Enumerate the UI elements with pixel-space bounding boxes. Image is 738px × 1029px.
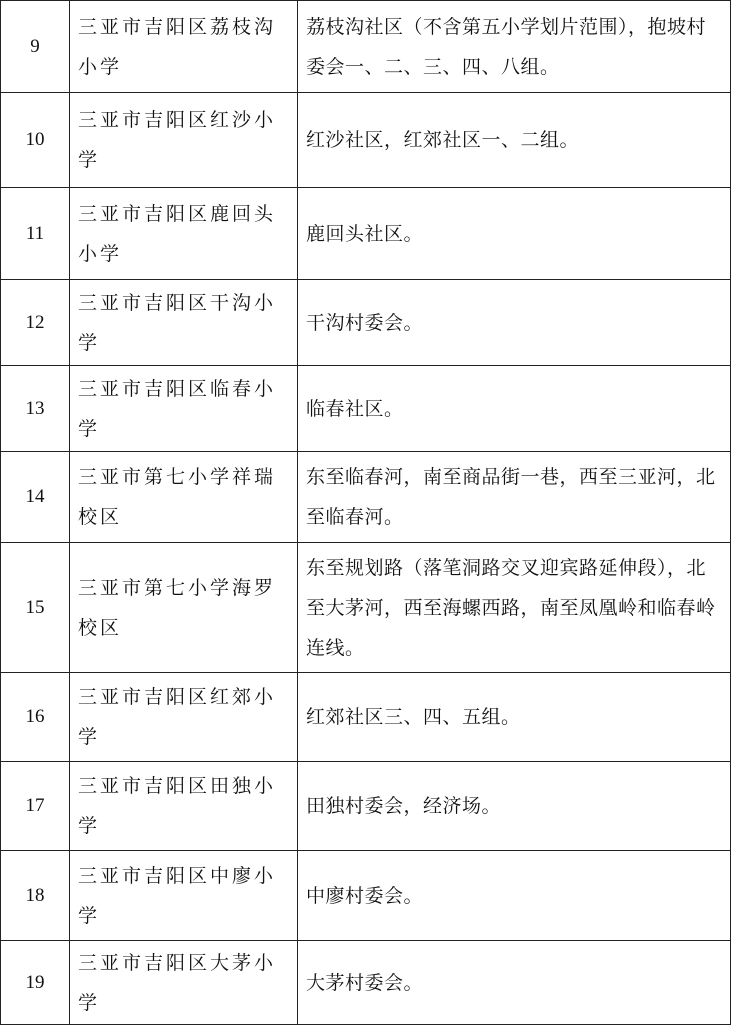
zone-area: 荔枝沟社区（不含第五小学划片范围），抱坡村委会一、二、三、四、八组。 <box>298 1 731 93</box>
school-name: 三亚市吉阳区荔枝沟小学 <box>70 1 298 93</box>
school-name: 三亚市吉阳区大茅小学 <box>70 941 298 1025</box>
row-number: 11 <box>1 188 70 280</box>
school-name: 三亚市第七小学海罗校区 <box>70 543 298 673</box>
school-name: 三亚市吉阳区红沙小学 <box>70 93 298 188</box>
row-number: 10 <box>1 93 70 188</box>
school-name: 三亚市吉阳区田独小学 <box>70 762 298 851</box>
school-name: 三亚市吉阳区中廖小学 <box>70 851 298 941</box>
zone-area: 田独村委会，经济场。 <box>298 762 731 851</box>
row-number: 13 <box>1 366 70 452</box>
table-row <box>1 1 731 93</box>
zone-area: 临春社区。 <box>298 366 731 452</box>
zone-area: 干沟村委会。 <box>298 280 731 366</box>
table-row <box>1 280 731 366</box>
school-name: 三亚市吉阳区干沟小学 <box>70 280 298 366</box>
zone-area: 红沙社区，红郊社区一、二组。 <box>298 93 731 188</box>
zone-area: 红郊社区三、四、五组。 <box>298 673 731 762</box>
table-row <box>1 762 731 851</box>
zone-area: 中廖村委会。 <box>298 851 731 941</box>
zone-area: 大茅村委会。 <box>298 941 731 1025</box>
row-number: 12 <box>1 280 70 366</box>
school-name: 三亚市吉阳区鹿回头小学 <box>70 188 298 280</box>
table-row <box>1 673 731 762</box>
zone-area: 东至规划路（落笔洞路交叉迎宾路延伸段），北至大茅河，西至海螺西路，南至凤凰岭和临春岭连线。 <box>298 543 731 673</box>
table-row <box>1 188 731 280</box>
table-row <box>1 543 731 673</box>
row-number: 19 <box>1 941 70 1025</box>
school-name: 三亚市第七小学祥瑞校区 <box>70 452 298 543</box>
zone-area: 鹿回头社区。 <box>298 188 731 280</box>
table-row <box>1 93 731 188</box>
school-name: 三亚市吉阳区临春小学 <box>70 366 298 452</box>
row-number: 14 <box>1 452 70 543</box>
table-row <box>1 452 731 543</box>
row-number: 9 <box>1 1 70 93</box>
row-number: 17 <box>1 762 70 851</box>
table-row <box>1 366 731 452</box>
row-number: 18 <box>1 851 70 941</box>
row-number: 15 <box>1 543 70 673</box>
row-number: 16 <box>1 673 70 762</box>
table-row <box>1 941 731 1025</box>
zone-area: 东至临春河，南至商品街一巷，西至三亚河，北至临春河。 <box>298 452 731 543</box>
school-name: 三亚市吉阳区红郊小学 <box>70 673 298 762</box>
table-row <box>1 851 731 941</box>
